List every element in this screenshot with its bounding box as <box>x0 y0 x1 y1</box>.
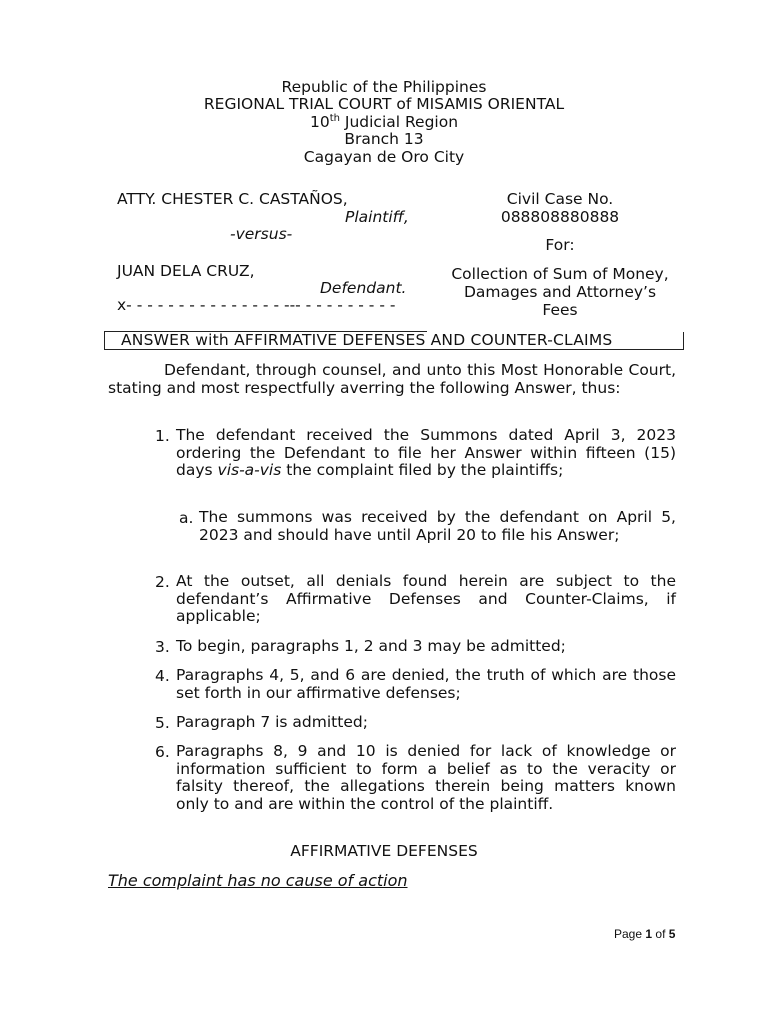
para-6-text: Paragraphs 8, 9 and 10 is denied for lack of knowledge or information sufficient to form a belief as to the veracity or falsity thereof, the allegations therein being matters known only to and are within the control of the plaintiff. <box>176 742 676 813</box>
no-cause-of-action-subheading: The complaint has no cause of action <box>108 871 408 890</box>
plaintiff-name: ATTY. CHESTER C. CASTAÑOS, <box>117 190 348 208</box>
affirmative-defenses-heading: AFFIRMATIVE DEFENSES <box>290 842 478 860</box>
header-city: Cagayan de Oro City <box>303 148 465 166</box>
header-branch: Branch 13 <box>344 130 424 148</box>
para-2-text: At the outset, all denials found herein are subject to the defendant’s Affirmative Defenses and Counter-Claims, if applicable; <box>176 572 676 625</box>
case-nature: Collection of Sum of Money, Damages and Attorney’s Fees <box>451 265 669 319</box>
para-6-number: 6. <box>155 743 170 761</box>
page-footer: Page 1 of 5 <box>614 927 676 941</box>
case-label: Civil Case No. <box>506 190 614 208</box>
para-1a-text: The summons was received by the defendant on April 5, 2023 and should have until April 20 to file his Answer; <box>199 508 676 544</box>
para-2-number: 2. <box>155 573 170 591</box>
intro-paragraph: Defendant, through counsel, and unto this Most Honorable Court, stating and most respectfully averring the following Answer, thus: <box>108 361 676 397</box>
para-5-text: Paragraph 7 is admitted; <box>176 713 368 731</box>
pleading-title: ANSWER with AFFIRMATIVE DEFENSES AND COUNTER-CLAIMS <box>121 332 613 349</box>
plaintiff-label: Plaintiff, <box>345 208 409 226</box>
pleading-title-box <box>104 332 684 350</box>
para-5-number: 5. <box>155 714 170 732</box>
defendant-name: JUAN DELA CRUZ, <box>117 262 255 280</box>
for-label: For: <box>545 236 575 254</box>
para-3-text: To begin, paragraphs 1, 2 and 3 may be admitted; <box>176 637 566 655</box>
case-number: 088808880888 <box>500 208 620 226</box>
header-republic: Republic of the Philippines <box>281 78 487 96</box>
defendant-label: Defendant. <box>320 279 407 297</box>
para-3-number: 3. <box>155 638 170 656</box>
para-1a-number: a. <box>179 509 194 527</box>
caption-divider: x- - - - - - - - - - - - - - - --- - - - - - - - - - <box>117 296 396 314</box>
header-region: 10th Judicial Region <box>309 112 459 131</box>
para-1-text: The defendant received the Summons dated April 3, 2023 ordering the Defendant to file her Answer within fifteen (15) days vis-a-vis the complaint filed by the plaintiffs; <box>176 426 676 479</box>
para-4-number: 4. <box>155 667 170 685</box>
header-court: REGIONAL TRIAL COURT of MISAMIS ORIENTAL <box>203 95 565 113</box>
para-4-text: Paragraphs 4, 5, and 6 are denied, the truth of which are those set forth in our affirmative defenses; <box>176 666 676 702</box>
para-1-number: 1. <box>155 427 170 445</box>
versus-label: -versus- <box>230 225 293 243</box>
